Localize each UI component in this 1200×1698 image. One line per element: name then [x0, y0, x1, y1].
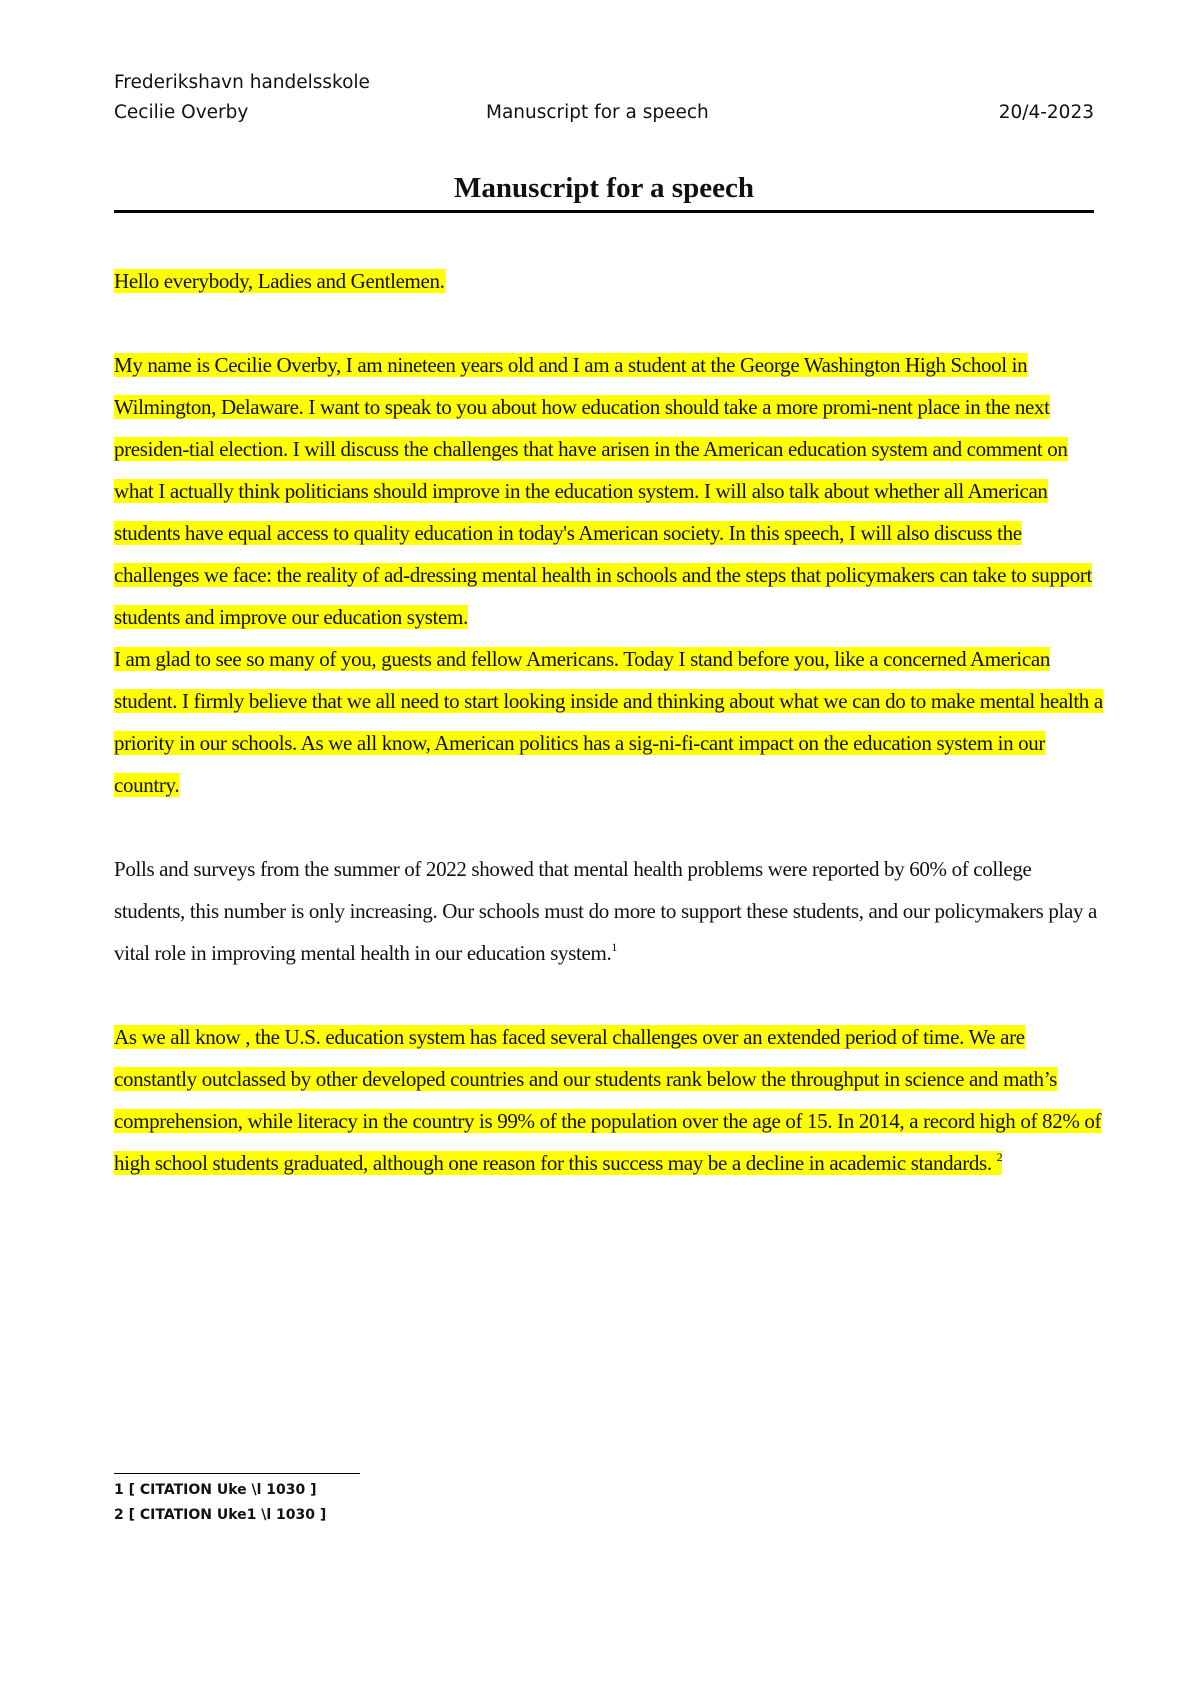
paragraph-challenges — [114, 1016, 1104, 1184]
paragraph-text: Hello everybody, Ladies and Gentlemen. — [114, 269, 445, 293]
paragraph-text: Polls and surveys from the summer of 2022 showed that mental health problems were reported by 60% of college students, this number is only increasing. Our schools must do more to support these students, and our policymakers play a vital role in improving mental health in our education system. — [114, 857, 1098, 965]
page-header — [114, 72, 1094, 132]
header-doc-title: Manuscript for a speech — [486, 102, 709, 123]
paragraph-text: I am glad to see so many of you, guests and fellow Americans. Today I stand before you, like a concerned American student. I firmly believe that we all need to start looking inside and thinking about what we can do to make mental health a priority in our schools. As we all know, American politics has a sig-ni-fi-cant impact on the education system in our country. — [114, 647, 1103, 797]
footnote-2: 2 [ CITATION Uke1 \l 1030 ] — [114, 1507, 327, 1523]
footnote-1: 1 [ CITATION Uke \l 1030 ] — [114, 1482, 317, 1498]
footnotes — [114, 1473, 360, 1528]
paragraph-text: My name is Cecilie Overby, I am nineteen years old and I am a student at the George Washington High School in Wilmington, Delaware. I want to speak to you about how education should take a more promi-nent place in the next presiden-tial election. I will discuss the challenges that have arisen in the American education system and comment on what I actually think politicians should improve in the education system. I will also talk about whether all American students have equal access to quality education in today's American society. In this speech, I will also discuss the challenges we face: the reality of ad-dressing mental health in schools and the steps that policymakers can take to support students and improve our education system. — [114, 353, 1093, 629]
paragraph-gap — [114, 302, 1104, 344]
paragraph-greeting — [114, 260, 1104, 302]
paragraph-gap — [114, 806, 1104, 848]
paragraph-polls — [114, 848, 1104, 974]
footnote-ref-2: 2 — [996, 1150, 1003, 1164]
speech-body — [114, 260, 1104, 1184]
paragraph-gap — [114, 974, 1104, 1016]
paragraph-introduction — [114, 344, 1104, 638]
paragraph-text — [114, 1025, 1101, 1175]
paragraph-text-inner: As we all know , the U.S. education system has faced several challenges over an extended period of time. We are constantly outclassed by other developed countries and our students rank below the throughput in science and math’s comprehension, while literacy in the country is 99% of the population over the age of 15. In 2014, a record high of 82% of high school students graduated, although one reason for this success may be a decline in academic standards. — [114, 1025, 1102, 1175]
footnote-separator — [114, 1473, 360, 1474]
footnote-ref-1: 1 — [611, 940, 618, 954]
paragraph-concern — [114, 638, 1104, 806]
document-title: Manuscript for a speech — [454, 172, 754, 204]
author-name: Cecilie Overby — [114, 102, 249, 123]
school-name: Frederikshavn handelsskole — [114, 72, 370, 93]
header-date: 20/4-2023 — [998, 102, 1094, 123]
title-underline — [114, 210, 1094, 213]
